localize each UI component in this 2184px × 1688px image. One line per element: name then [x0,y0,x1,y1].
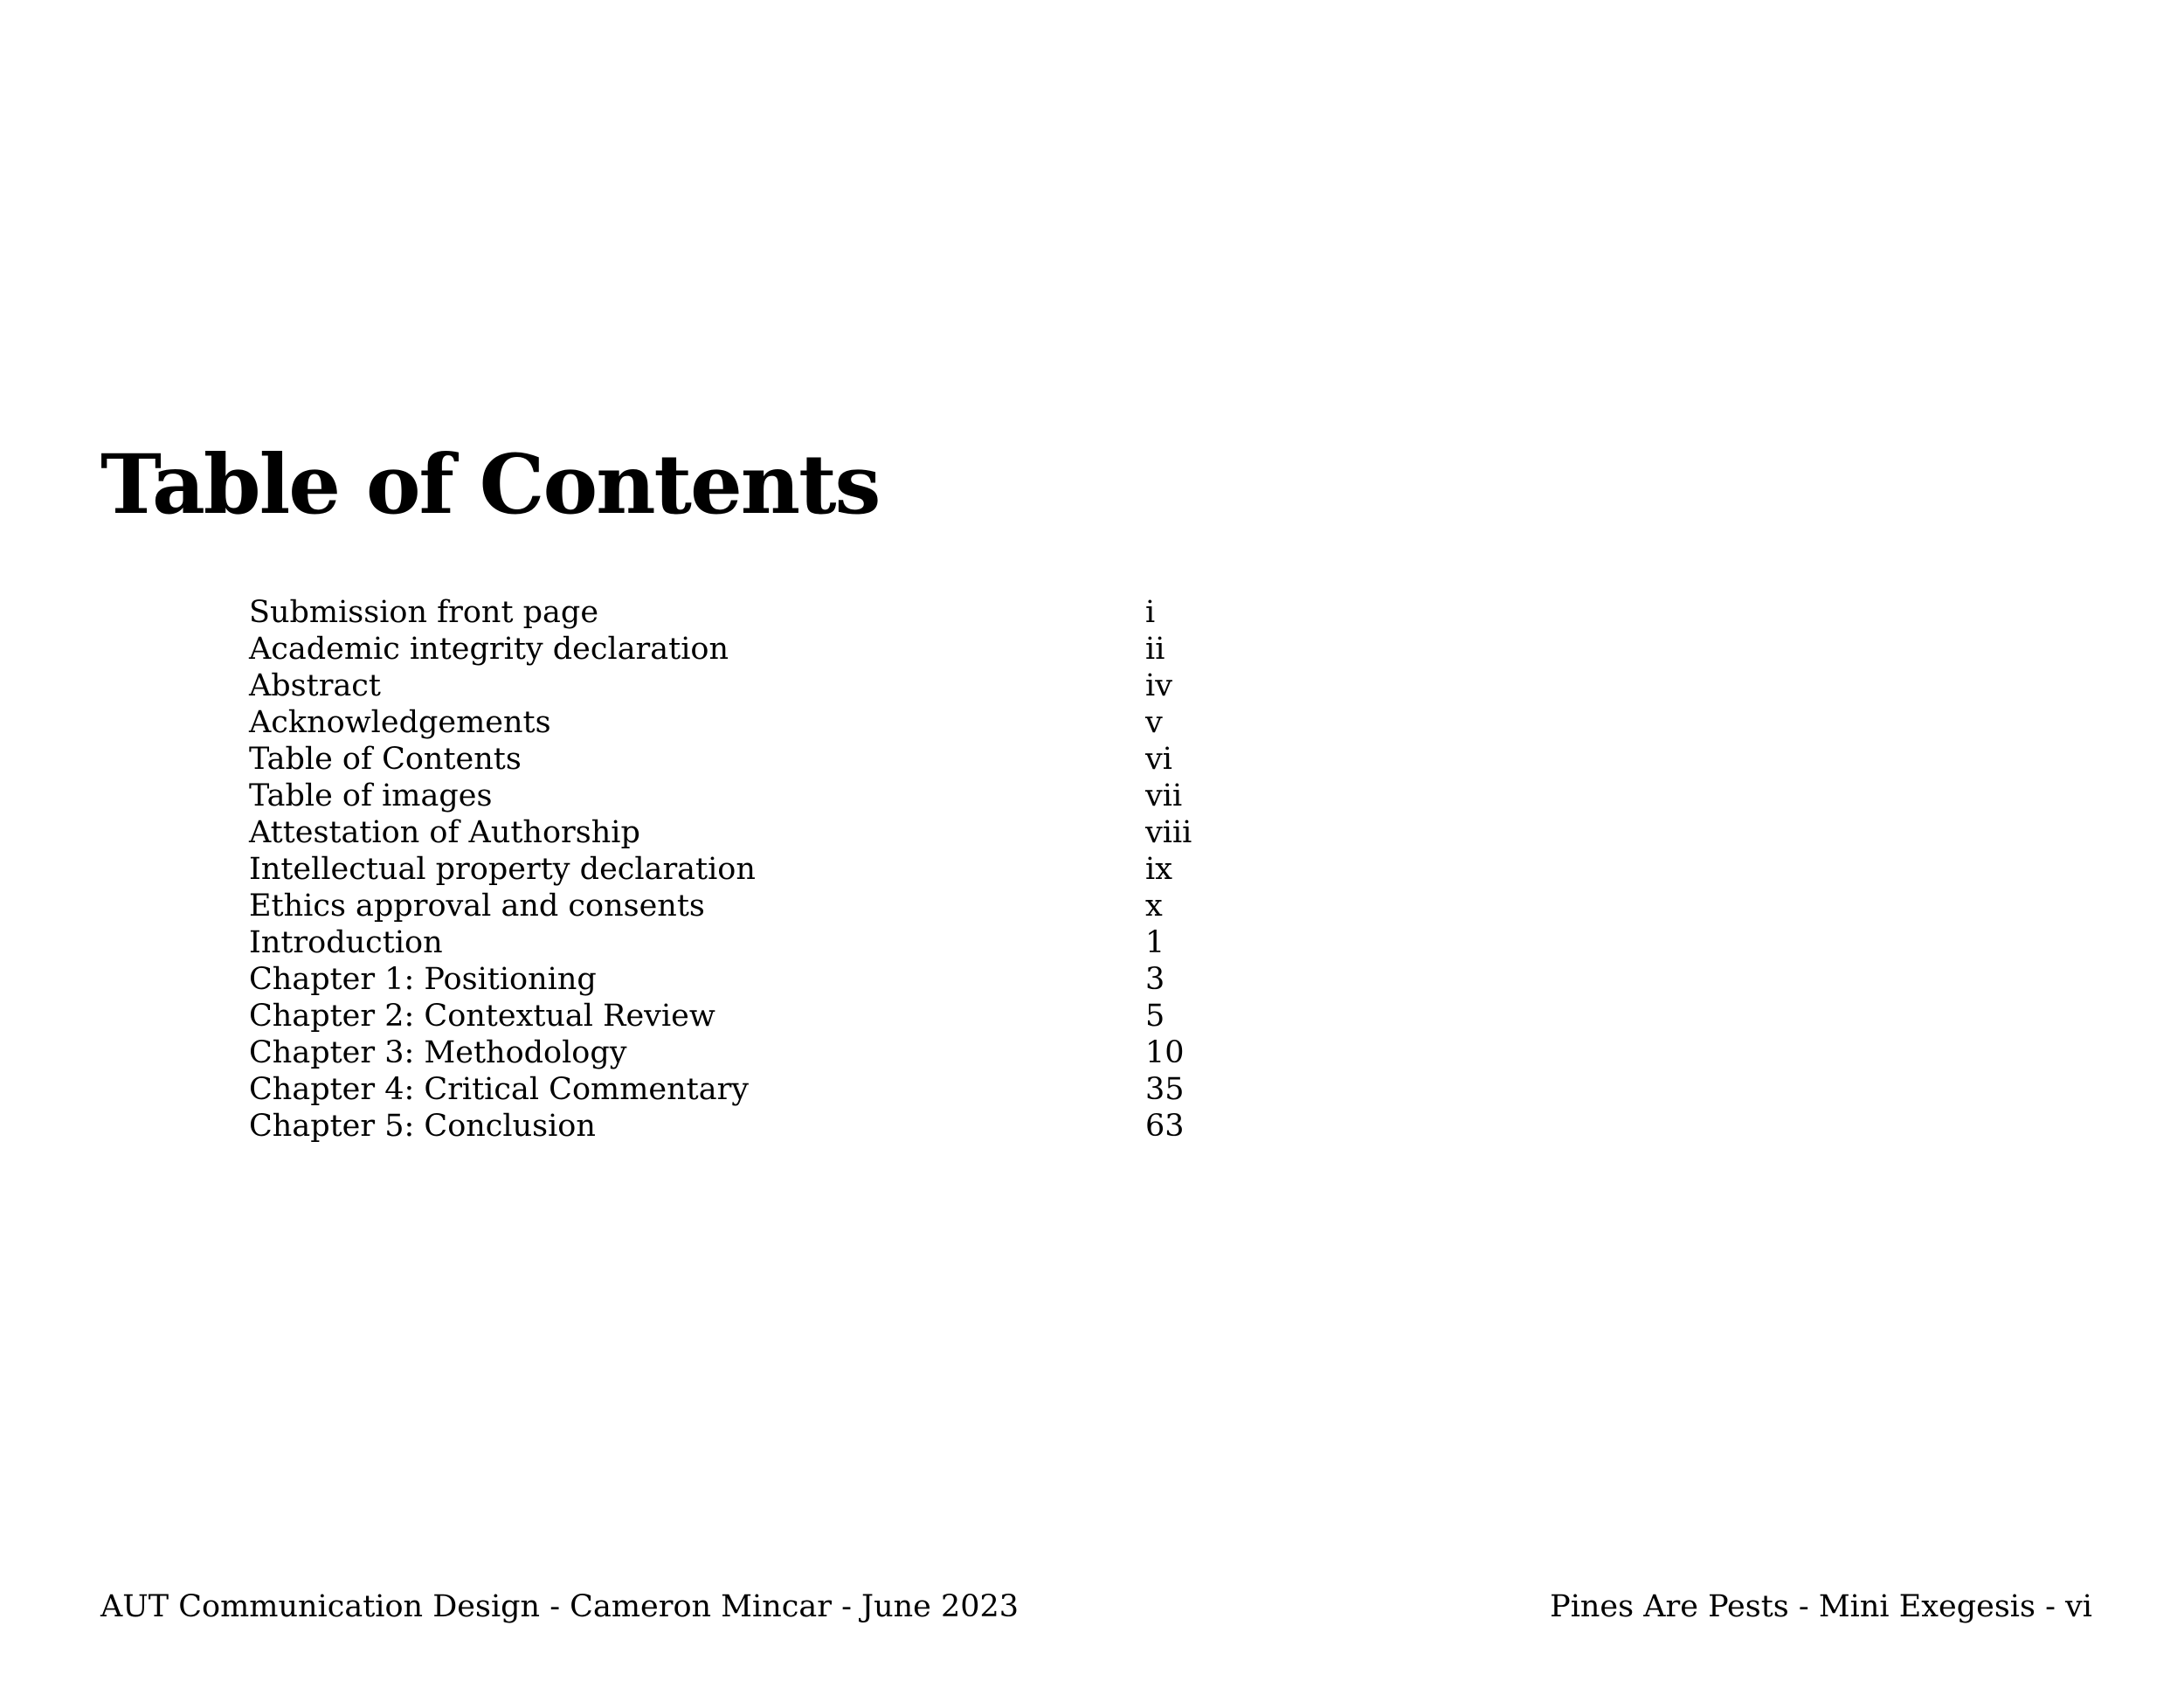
toc-entry-chapter-3[interactable] [249,1034,1254,1071]
toc-entry-chapter-1[interactable] [249,961,1254,998]
toc-entry-label: Academic integrity declaration [249,632,729,667]
toc-entry-page-number: ix [1145,852,1172,887]
toc-entry-page-number: vii [1145,778,1183,813]
footer-left-text: AUT Communication Design - Cameron Mincar - June 2023 [100,1589,1019,1624]
toc-entry-label: Chapter 2: Contextual Review [249,999,715,1034]
toc-entry-label: Chapter 1: Positioning [249,962,597,997]
toc-entry-introduction[interactable] [249,924,1254,961]
toc-entry-label: Acknowledgements [249,705,551,740]
toc-entry-label: Table of Contents [249,742,522,777]
toc-entry-label: Introduction [249,925,443,960]
toc-entry-page-number: iv [1145,668,1172,703]
toc-entry-page-number: viii [1145,815,1192,850]
toc-entry-table-of-contents[interactable] [249,741,1254,778]
toc-entry-attestation-of-authorship[interactable] [249,814,1254,851]
toc-entry-page-number: 5 [1145,999,1165,1034]
toc-entry-academic-integrity-declaration[interactable] [249,631,1254,668]
toc-entry-page-number: i [1145,595,1156,630]
toc-entry-label: Attestation of Authorship [249,815,640,850]
toc-entry-abstract[interactable] [249,668,1254,704]
toc-entry-label: Chapter 5: Conclusion [249,1109,596,1144]
toc-entry-page-number: x [1145,889,1163,924]
toc-entry-page-number: 3 [1145,962,1165,997]
toc-entry-chapter-5[interactable] [249,1108,1254,1145]
toc-entry-chapter-2[interactable] [249,998,1254,1034]
toc-entry-label: Submission front page [249,595,599,630]
toc-entry-table-of-images[interactable] [249,778,1254,814]
toc-entry-label: Ethics approval and consents [249,889,705,924]
page-title: Table of Contents [100,437,880,533]
toc-entry-label: Intellectual property declaration [249,852,756,887]
toc-entry-intellectual-property-declaration[interactable] [249,851,1254,888]
table-of-contents-list [249,594,1254,1145]
toc-entry-page-number: 63 [1145,1109,1185,1144]
toc-entry-chapter-4[interactable] [249,1071,1254,1108]
toc-entry-page-number: 10 [1145,1035,1185,1070]
footer-right-text: Pines Are Pests - Mini Exegesis - vi [1550,1589,2092,1624]
toc-entry-submission-front-page[interactable] [249,594,1254,631]
toc-entry-page-number: v [1145,705,1163,740]
toc-entry-page-number: ii [1145,632,1165,667]
toc-entry-page-number: 1 [1145,925,1165,960]
toc-entry-label: Table of images [249,778,493,813]
toc-entry-acknowledgements[interactable] [249,704,1254,741]
toc-entry-label: Chapter 3: Methodology [249,1035,627,1070]
toc-entry-label: Abstract [249,668,381,703]
toc-entry-page-number: 35 [1145,1072,1185,1107]
toc-entry-page-number: vi [1145,742,1172,777]
toc-entry-ethics-approval-and-consents[interactable] [249,888,1254,924]
toc-entry-label: Chapter 4: Critical Commentary [249,1072,750,1107]
